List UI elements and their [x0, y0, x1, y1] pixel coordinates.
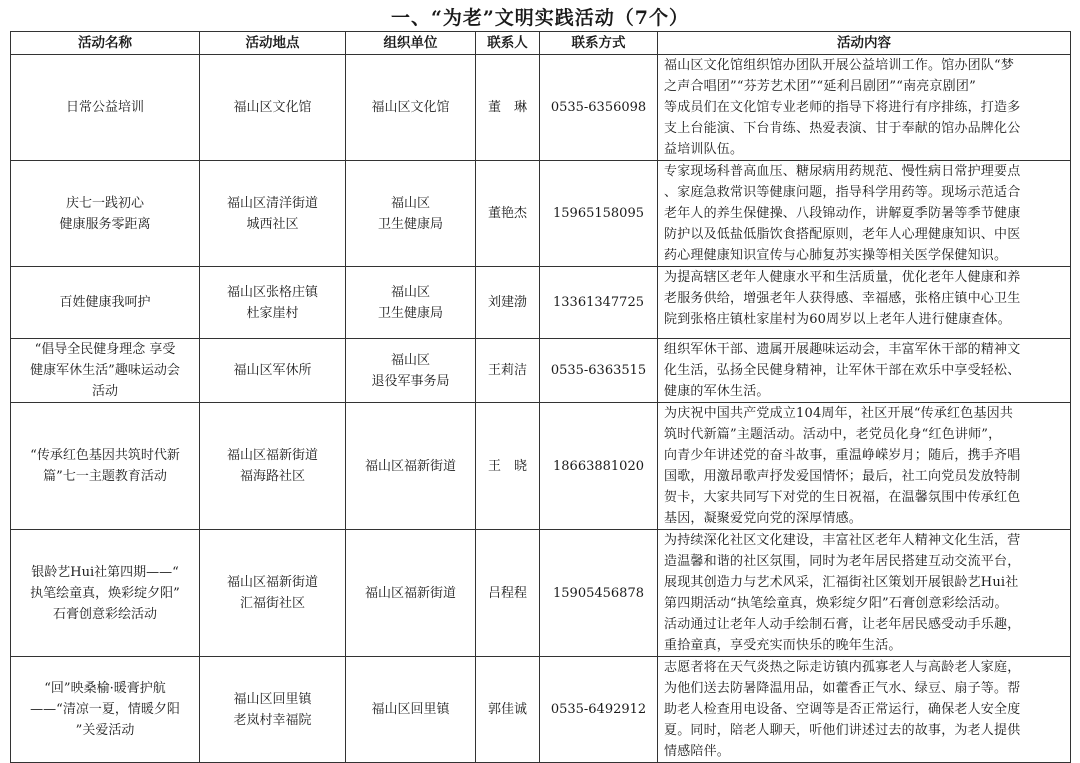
activity-name-cell: 银龄艺Hui社第四期——“ 执笔绘童真，焕彩绽夕阳” 石膏创意彩绘活动 [11, 530, 200, 657]
header-row [11, 32, 1071, 55]
activity-name-cell: “倡导全民健身理念 享受 健康军休生活”趣味运动会 活动 [11, 339, 200, 403]
activity-content-cell: 福山区文化馆组织馆办团队开展公益培训工作。馆办团队“梦 之声合唱团”“芬芳艺术团”“延利吕剧团”“南亮京剧团” 等成员们在文化馆专业老师的指导下将进行有序排练，打造多 支上台能演、下台肯练、热爱表演、甘于奉献的馆办品牌化公 益培训队伍。 [658, 55, 1071, 161]
activity-name-cell: 庆七一践初心 健康服务零距离 [11, 161, 200, 267]
table-row [11, 267, 1071, 339]
header-content: 活动内容 [658, 32, 1071, 55]
table-row [11, 339, 1071, 403]
activity-place-cell: 福山区回里镇 老岚村幸福院 [200, 657, 346, 763]
phone-cell: 15905456878 [540, 530, 658, 657]
contact-person-cell: 王莉洁 [476, 339, 540, 403]
activities-table [10, 31, 1071, 763]
header-contact: 联系人 [476, 32, 540, 55]
phone-cell: 18663881020 [540, 403, 658, 530]
contact-person-cell: 王 晓 [476, 403, 540, 530]
activity-place-cell: 福山区张格庄镇 杜家崖村 [200, 267, 346, 339]
organizer-cell: 福山区文化馆 [346, 55, 476, 161]
activity-name-cell: “传承红色基因共筑时代新 篇”七一主题教育活动 [11, 403, 200, 530]
activity-place-cell: 福山区福新街道 汇福街社区 [200, 530, 346, 657]
activity-place-cell: 福山区军休所 [200, 339, 346, 403]
contact-person-cell: 董艳杰 [476, 161, 540, 267]
organizer-cell: 福山区回里镇 [346, 657, 476, 763]
header-place: 活动地点 [200, 32, 346, 55]
table-row [11, 161, 1071, 267]
contact-person-cell: 郭佳诚 [476, 657, 540, 763]
table-row [11, 657, 1071, 763]
organizer-cell: 福山区福新街道 [346, 530, 476, 657]
activity-place-cell: 福山区清洋街道 城西社区 [200, 161, 346, 267]
activity-name-cell: 日常公益培训 [11, 55, 200, 161]
contact-person-cell: 刘建渤 [476, 267, 540, 339]
organizer-cell: 福山区 卫生健康局 [346, 161, 476, 267]
header-phone: 联系方式 [540, 32, 658, 55]
phone-cell: 0535-6363515 [540, 339, 658, 403]
table-row [11, 530, 1071, 657]
activity-name-cell: “回”映桑榆·暖膏护航 ——“清凉一夏，情暖夕阳 ”关爱活动 [11, 657, 200, 763]
header-org: 组织单位 [346, 32, 476, 55]
activity-name-cell: 百姓健康我呵护 [11, 267, 200, 339]
activity-content-cell: 组织军休干部、遗属开展趣味运动会，丰富军休干部的精神文 化生活，弘扬全民健身精神，让军休干部在欢乐中享受轻松、 健康的军休生活。 [658, 339, 1071, 403]
activity-place-cell: 福山区福新街道 福海路社区 [200, 403, 346, 530]
contact-person-cell: 董 琳 [476, 55, 540, 161]
table-title: 一、“为老”文明实践活动（7个） [390, 7, 690, 29]
activity-content-cell: 为持续深化社区文化建设，丰富社区老年人精神文化生活，营 造温馨和谐的社区氛围，同时为老年居民搭建互动交流平台， 展现其创造力与艺术风采，汇福街社区策划开展银龄艺Hui社 第四期活动“执笔绘童真，焕彩绽夕阳”石膏创意彩绘活动。 活动通过让老年人动手绘制石膏，让老年居民感受动手乐趣， 重拾童真，享受充实而快乐的晚年生活。 [658, 530, 1071, 657]
table-row [11, 55, 1071, 161]
activity-place-cell: 福山区文化馆 [200, 55, 346, 161]
phone-cell: 0535-6492912 [540, 657, 658, 763]
activity-content-cell: 为提高辖区老年人健康水平和生活质量，优化老年人健康和养 老服务供给，增强老年人获得感、幸福感，张格庄镇中心卫生 院到张格庄镇杜家崖村为60周岁以上老年人进行健康查体。 [658, 267, 1071, 339]
activity-content-cell: 专家现场科普高血压、糖尿病用药规范、慢性病日常护理要点 、家庭急救常识等健康问题，指导科学用药等。现场示范适合 老年人的养生保健操、八段锦动作，讲解夏季防暑等季节健康 防护以及低盐低脂饮食搭配原则，老年人心理健康知识、中医 药心理健康知识宣传与心肺复苏实操等相关医学保健知识。 [658, 161, 1071, 267]
header-name: 活动名称 [11, 32, 200, 55]
organizer-cell: 福山区 卫生健康局 [346, 267, 476, 339]
phone-cell: 0535-6356098 [540, 55, 658, 161]
activity-content-cell: 为庆祝中国共产党成立104周年，社区开展“传承红色基因共 筑时代新篇”主题活动。活动中，老党员化身“红色讲师”， 向青少年讲述党的奋斗故事，重温峥嵘岁月；随后，携手齐唱 国歌，用激昂歌声抒发爱国情怀；最后，社工向党员发放特制 贺卡，大家共同写下对党的生日祝福，在温馨氛围中传承红色 基因，凝聚爱党向党的深厚情感。 [658, 403, 1071, 530]
organizer-cell: 福山区福新街道 [346, 403, 476, 530]
table-row [11, 403, 1071, 530]
organizer-cell: 福山区 退役军事务局 [346, 339, 476, 403]
contact-person-cell: 吕程程 [476, 530, 540, 657]
phone-cell: 13361347725 [540, 267, 658, 339]
activity-content-cell: 志愿者将在天气炎热之际走访镇内孤寡老人与高龄老人家庭， 为他们送去防暑降温用品，如藿香正气水、绿豆、扇子等。帮 助老人检查用电设备、空调等是否正常运行，确保老人安全度 夏。同时，陪老人聊天，听他们讲述过去的故事，为老人提供 情感陪伴。 [658, 657, 1071, 763]
phone-cell: 15965158095 [540, 161, 658, 267]
